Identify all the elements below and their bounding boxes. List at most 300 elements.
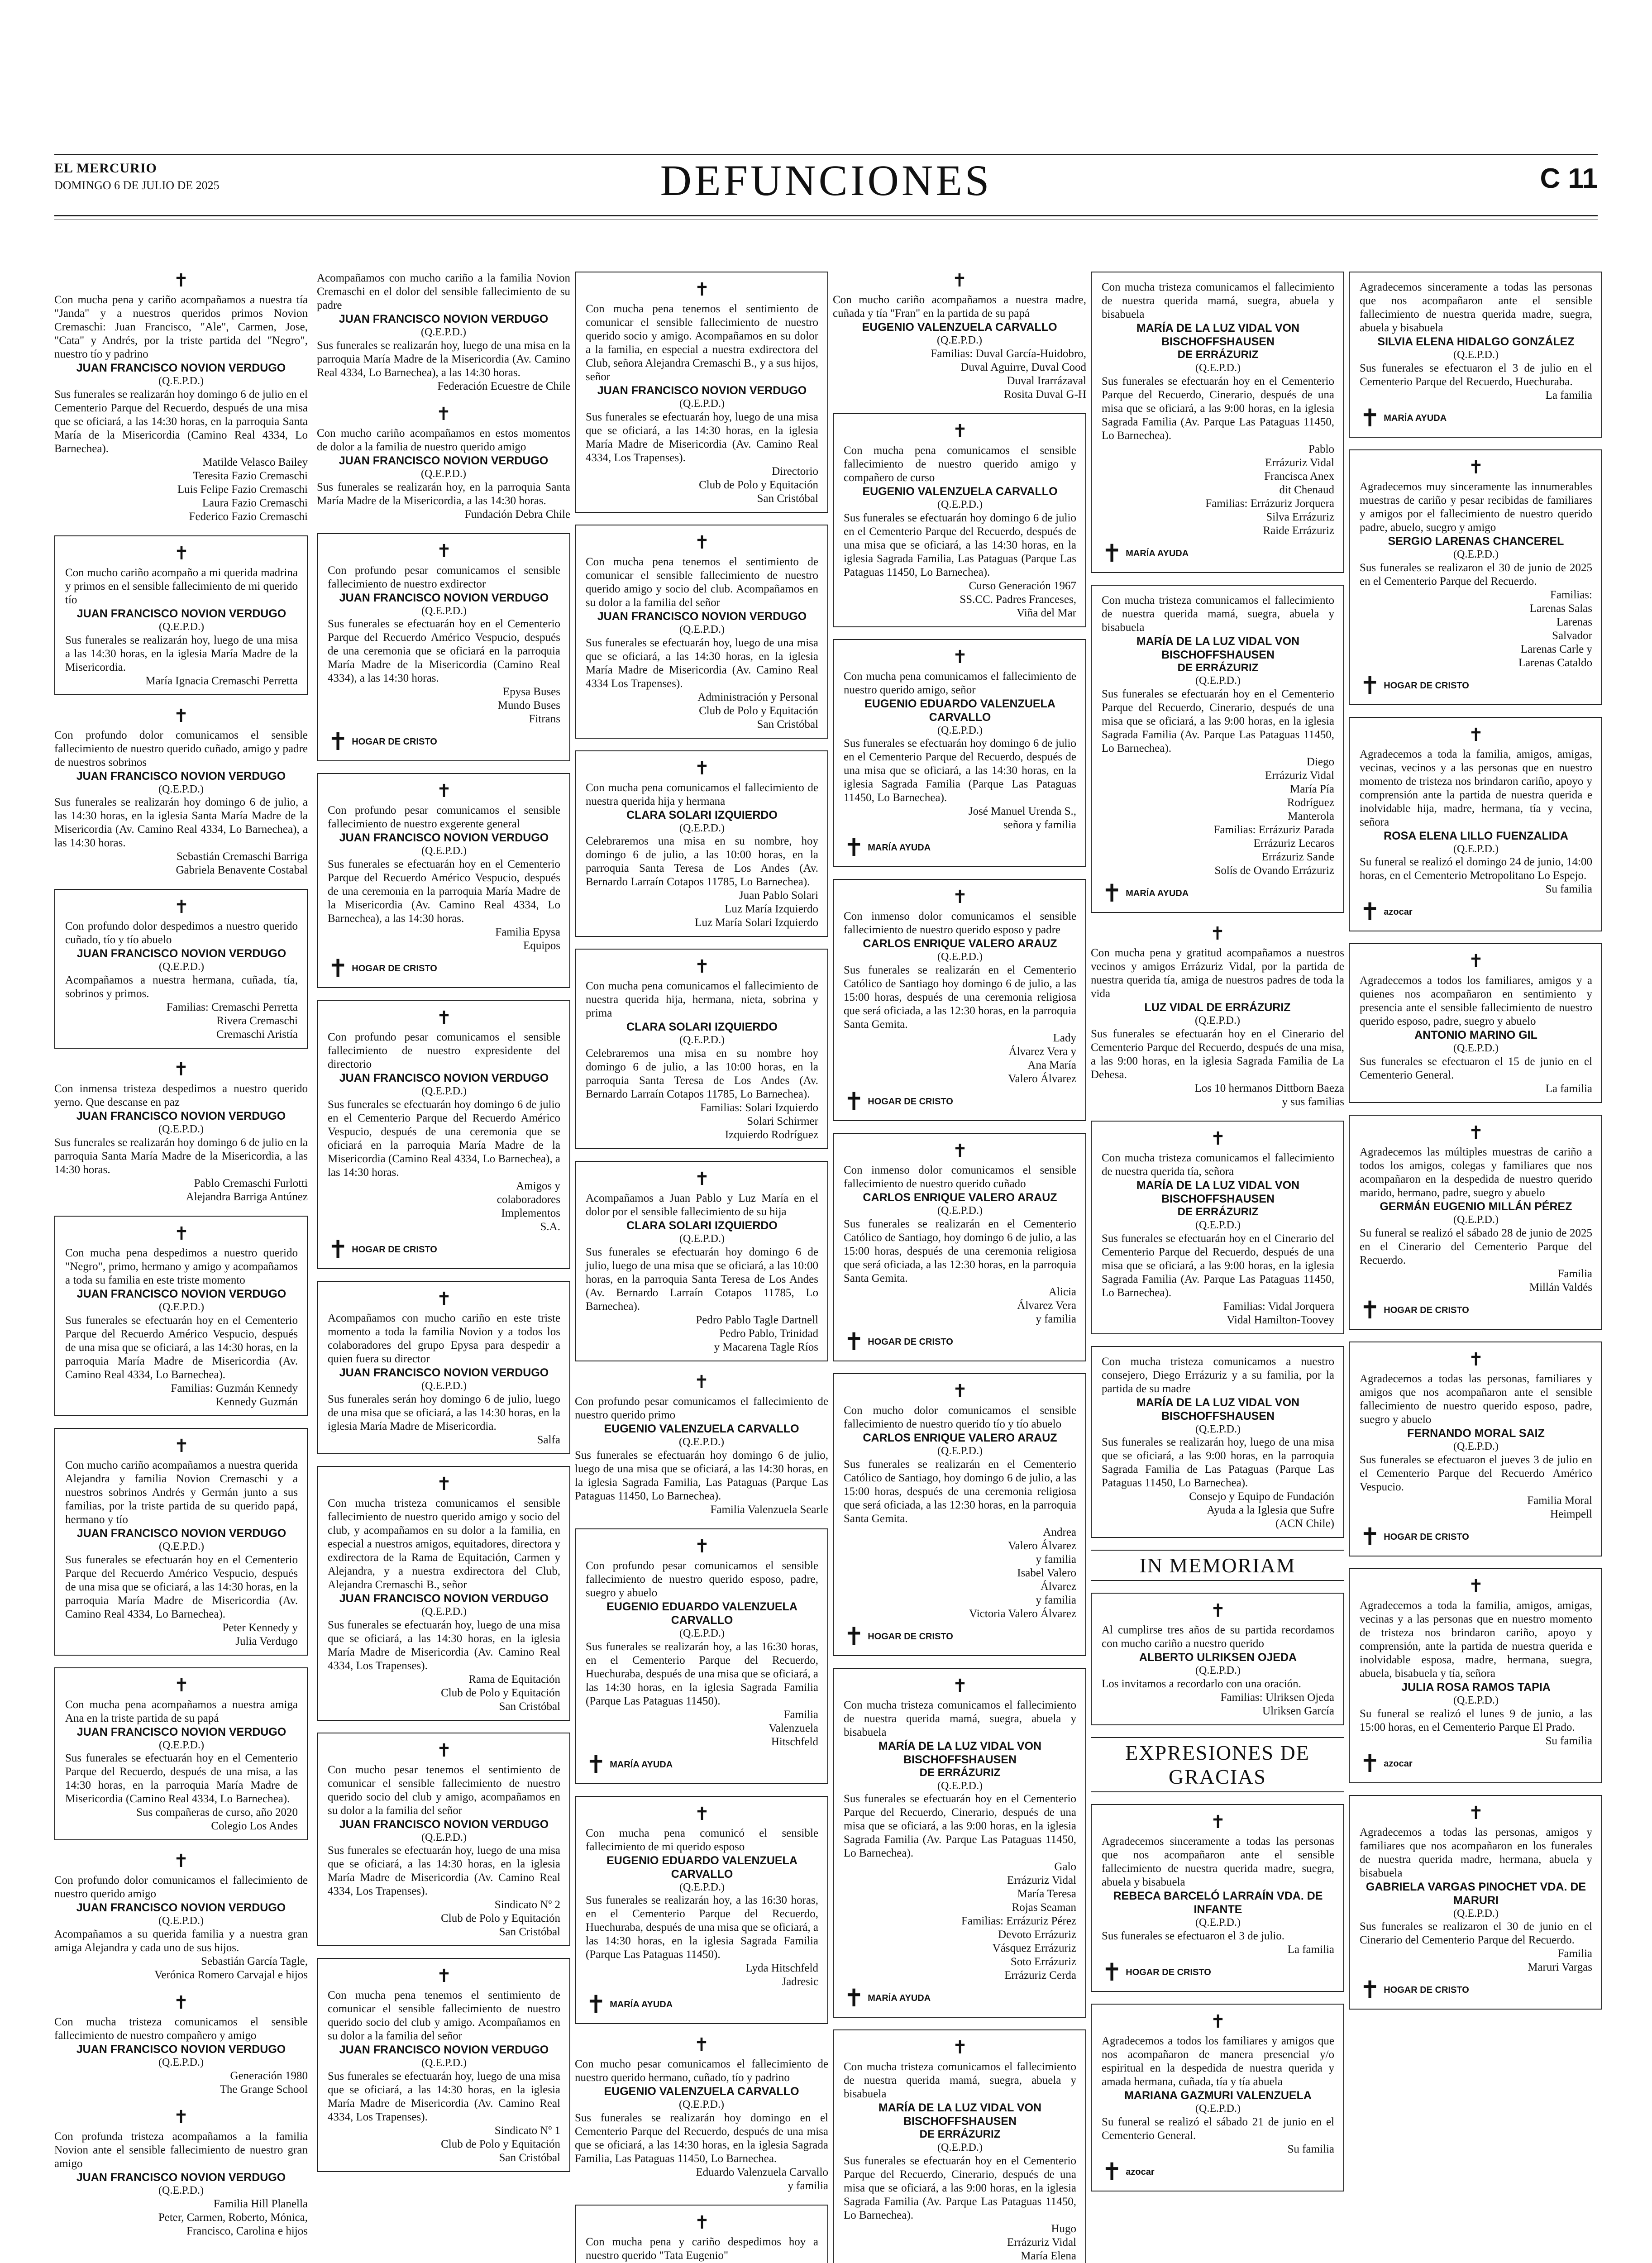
notice-body: Sus funerales se realizarán hoy domingo 6 de julio en la parroquia Santa María Madre de la Misericordia, a las 14:30 horas.	[54, 1136, 308, 1176]
notice-signature: y sus familias	[1282, 1095, 1344, 1108]
notice-body: Sus funerales se efectuarán hoy domingo 6 de julio en el Cementerio Parque del Recuerdo, después de una misa que se oficiará, a las 14:30 horas, en la iglesia Sagrada Familia, Las Pataguas (Parque Las Pataguas 11450, Lo Barnechea).	[844, 511, 1076, 578]
notice-signature: Valero Álvarez	[1008, 1539, 1076, 1552]
qepd-label: (Q.E.P.D.)	[937, 724, 983, 736]
notice-signature: Rodríguez	[1287, 797, 1334, 809]
death-notice	[1349, 1568, 1602, 1783]
notice-body: Sus funerales se realizarán hoy, luego de una misa en la parroquia María Madre de la Misericordia (Av. Camino Real 4334, Lo Barnechea), a las 14:30 horas.	[317, 339, 570, 379]
notice-intro: Agradecemos a todos los familiares, amigos y a quienes nos acompañaron en sentimiento y presencia ante el sensible fallecimiento de nuestro querido esposo, padre, suegro y abuelo	[1360, 974, 1592, 1028]
death-notice	[575, 2205, 828, 2263]
death-notice	[54, 1667, 308, 1841]
charity-logo-icon: ✝	[844, 1088, 864, 1116]
notice-body: Sus funerales se efectuarán hoy domingo 6 de julio en el Cementerio Parque del Recuerdo, después de una misa que se oficiará, a las 14:30 horas, en la iglesia Sagrada Familia (Parque Las Pataguas 11450, Lo Barnechea).	[844, 737, 1076, 804]
charity-logo-icon: ✝	[328, 728, 349, 756]
notice-signature: Valenzuela	[769, 1722, 818, 1734]
cross-icon: ✝	[1210, 1600, 1226, 1621]
qepd-label: (Q.E.P.D.)	[937, 1445, 983, 1457]
deceased-name: JUAN FRANCISCO NOVION VERDUGO	[76, 1527, 286, 1540]
notice-signature: José Manuel Urenda S.,	[968, 805, 1076, 818]
death-notice	[575, 750, 828, 937]
deceased-name: CARLOS ENRIQUE VALERO ARAUZ	[863, 1191, 1057, 1204]
charity-logo	[1102, 2160, 1334, 2184]
deceased-name: JUAN FRANCISCO NOVION VERDUGO	[339, 1818, 549, 1831]
charity-logo	[1102, 1960, 1334, 1985]
qepd-label: (Q.E.P.D.)	[158, 2057, 204, 2069]
notice-body: Sus funerales se realizarán en el Cementerio Católico de Santiago, hoy domingo 6 de julio, a las 15:00 horas, después de una ceremonia religiosa que será oficiada, a las 12:30 horas, en la parroquia Santa Gemita.	[844, 1217, 1076, 1284]
cross-icon: ✝	[174, 1435, 189, 1456]
cross-icon: ✝	[694, 2034, 709, 2055]
notice-signature: Raide Errázuriz	[1263, 524, 1334, 537]
qepd-label: (Q.E.P.D.)	[1453, 548, 1499, 560]
charity-logo-text: HOGAR DE CRISTO	[1384, 1985, 1469, 1996]
notice-signature: y familia	[1036, 1313, 1076, 1325]
death-notice	[575, 1161, 828, 1361]
notice-body: Sus funerales se efectuarán hoy en el Cementerio Parque del Recuerdo Américo Vespucio, después de una ceremonia en la parroquia María Madre de la Misericordia (Av. Camino Real 4334, Lo Barnechea), a las 14:30 horas.	[328, 858, 560, 925]
cross-icon: ✝	[436, 781, 452, 802]
charity-logo-icon: ✝	[1360, 1296, 1380, 1324]
charity-logo	[844, 835, 1076, 860]
notice-body: Su funeral se realizó el sábado 21 de junio en el Cementerio General.	[1102, 2115, 1334, 2142]
notice-signature: Lyda Hitschfeld	[745, 1962, 818, 1975]
qepd-label: (Q.E.P.D.)	[158, 2184, 204, 2196]
notice-signature: Vásquez Errázuriz	[992, 1942, 1076, 1955]
notice-signature: y familia	[788, 2180, 828, 2192]
cross-icon: ✝	[173, 1851, 189, 1872]
notice-signature: Viña del Mar	[1017, 606, 1076, 619]
notice-body: Acompañamos a nuestra hermana, cuñada, tía, sobrinos y primos.	[65, 974, 298, 1000]
notice-signature: Familia Valenzuela Searle	[710, 1503, 828, 1516]
deceased-name: MARÍA DE LA LUZ VIDAL VON BISCHOFFSHAUSEN	[1136, 1396, 1300, 1423]
notice-intro: Agradecemos las múltiples muestras de cariño a todos los amigos, colegas y familiares que nos acompañaron en la despedida de nuestro querido marido, hermano, padre, suegro y abuelo	[1360, 1146, 1592, 1199]
deceased-name: JUAN FRANCISCO NOVION VERDUGO	[76, 362, 286, 374]
notice-signature: Federico Fazio Cremaschi	[189, 510, 308, 523]
notice-signature: Sindicato Nº 1	[494, 2125, 560, 2137]
deceased-name: CARLOS ENRIQUE VALERO ARAUZ	[863, 1431, 1057, 1444]
qepd-label: (Q.E.P.D.)	[937, 1780, 983, 1792]
notice-intro: Con mucha pena comunicamos el fallecimiento de nuestra querida hija, hermana, nieta, sobrina y prima	[586, 980, 818, 1020]
notice-intro: Con profundo dolor comunicamos el sensible fallecimiento de nuestro querido cuñado, amigo y padre de nuestros sobrinos	[54, 729, 308, 769]
deceased-name-suffix: DE ERRÁZURIZ	[1177, 1205, 1259, 1218]
deceased-name: JUAN FRANCISCO NOVION VERDUGO	[76, 1110, 286, 1123]
notice-signature: Consejo y Equipo de Fundación	[1189, 1490, 1334, 1503]
notice-intro: Con mucha tristeza comunicamos el fallecimiento de nuestra querida mamá, suegra, abuela y bisabuela	[844, 2061, 1076, 2101]
deceased-name-suffix: DE ERRÁZURIZ	[919, 1766, 1001, 1779]
notice-body: Sus funerales serán hoy domingo 6 de julio, luego de una misa que se oficiará, a las 14:30 horas, en la iglesia María Madre de Misericordia.	[328, 1393, 560, 1432]
death-notice	[54, 535, 308, 695]
charity-logo-text: HOGAR DE CRISTO	[352, 737, 437, 747]
death-notice	[575, 1528, 828, 1784]
death-notice	[1091, 1121, 1344, 1334]
notice-signature: Álvarez	[1040, 1580, 1076, 1593]
deceased-name: JUAN FRANCISCO NOVION VERDUGO	[76, 1901, 286, 1914]
death-notice	[1349, 943, 1602, 1103]
notice-intro: Con mucha pena tenemos el sentimiento de comunicar el sensible fallecimiento de nuestro querido amigo y socio del club. Acompañamos en su dolor a la familia del señor	[586, 555, 818, 609]
charity-logo	[844, 1089, 1076, 1114]
top-rule	[54, 154, 1598, 155]
deceased-name: GERMÁN EUGENIO MILLÁN PÉREZ	[1380, 1200, 1572, 1213]
charity-logo-text: MARÍA AYUDA	[868, 1993, 931, 2004]
deceased-name: ALBERTO ULRIKSEN OJEDA	[1139, 1651, 1297, 1664]
deceased-name: MARÍA DE LA LUZ VIDAL VON BISCHOFFSHAUSEN	[1136, 635, 1300, 661]
death-notice	[54, 1216, 308, 1416]
death-notice	[833, 272, 1086, 401]
deceased-name: EUGENIO EDUARDO VALENZUELA CARVALLO	[864, 697, 1055, 724]
charity-logo-text: MARÍA AYUDA	[610, 2000, 673, 2010]
notice-signature: Rama de Equitación	[468, 1673, 560, 1685]
deceased-name: JUAN FRANCISCO NOVION VERDUGO	[76, 2043, 286, 2056]
deceased-name: MARÍA DE LA LUZ VIDAL VON BISCHOFFSHAUSEN	[1136, 322, 1300, 348]
charity-logo	[1360, 1978, 1592, 2002]
death-notice	[1349, 1342, 1602, 1556]
notice-signature: María Ignacia Cremaschi Perretta	[145, 674, 298, 687]
notice-signature: colaboradores	[497, 1193, 560, 1206]
cross-icon: ✝	[173, 705, 189, 726]
notice-body: Sus funerales se efectuarán hoy en el Cementerio Parque del Recuerdo, después de una misa, a las 14:30 horas, en la parroquia María Madre de Misericordia (Camino Real 4334, Lo Barnechea).	[65, 1752, 298, 1805]
charity-logo-icon: ✝	[844, 1985, 864, 2012]
notice-body: Sus funerales se efectuarán hoy en el Cementerio Parque del Recuerdo Américo Vespucio, después de una misa que se oficiará, a las 14:30 horas, en la parroquia María Madre de Misericordia (Av. Camino Real 4334, Lo Barnechea).	[65, 1553, 298, 1620]
deceased-name: JUAN FRANCISCO NOVION VERDUGO	[76, 769, 286, 783]
cross-icon: ✝	[1468, 951, 1484, 972]
deceased-name-suffix: DE ERRÁZURIZ	[1177, 661, 1259, 674]
deceased-name: MARÍA DE LA LUZ VIDAL VON BISCHOFFSHAUSEN	[878, 2101, 1042, 2128]
death-notice	[833, 1668, 1086, 2018]
notice-signature: María Teresa	[1017, 1888, 1076, 1900]
death-notice	[54, 1060, 308, 1204]
notice-signature: Rosita Duval G-H	[1004, 388, 1086, 401]
charity-logo	[1102, 881, 1334, 906]
notice-signature: Ulriksen García	[1262, 1705, 1334, 1718]
qepd-label: (Q.E.P.D.)	[158, 1915, 204, 1927]
notice-signature: Epysa Buses	[502, 686, 560, 698]
charity-logo-text: HOGAR DE CRISTO	[868, 1097, 953, 1107]
notice-intro: Con mucha tristeza comunicamos el sensible fallecimiento de nuestro querido amigo y socio del club, y acompañamos en su dolor a la familia, en especial a nuestros amigos, equitadores, directora y exdirectora de la Rama de Equitación, Carmen y Alejandra, y a nuestra exdirectora del Club, Alejandra Cremaschi B., señor	[328, 1497, 560, 1591]
death-notice	[575, 525, 828, 739]
notice-intro: Con mucho dolor comunicamos el sensible fallecimiento de nuestro querido tío y tío abuelo	[844, 1404, 1076, 1430]
qepd-label: (Q.E.P.D.)	[421, 1831, 467, 1843]
notice-intro: Agradecemos sinceramente a todas las personas que nos acompañaron ante el sensible fallecimiento de nuestra querida madre, suegra, abuela y bisabuela	[1102, 1835, 1334, 1889]
charity-logo-text: HOGAR DE CRISTO	[1384, 1305, 1469, 1315]
charity-logo-text: MARÍA AYUDA	[610, 1759, 673, 1770]
deceased-name: SERGIO LARENAS CHANCEREL	[1388, 535, 1564, 548]
charity-logo	[328, 730, 560, 754]
charity-logo	[1360, 1298, 1592, 1322]
cross-icon: ✝	[952, 646, 968, 667]
deceased-name: JUAN FRANCISCO NOVION VERDUGO	[339, 831, 549, 845]
notice-intro: Acompañamos con mucho cariño a la familia Novion Cremaschi en el dolor del sensible fallecimiento de su padre	[317, 272, 570, 311]
notice-signature: Diego	[1306, 756, 1334, 769]
notice-signature: Soto Errázuriz	[1010, 1956, 1076, 1968]
notice-signature: San Cristóbal	[499, 1926, 560, 1938]
charity-logo	[328, 1237, 560, 1262]
deceased-name: JUAN FRANCISCO NOVION VERDUGO	[76, 2171, 286, 2184]
notice-signature: Generación 1980	[230, 2069, 308, 2082]
deceased-name: CLARA SOLARI IZQUIERDO	[626, 1219, 778, 1232]
notice-signature: Errázuriz Vidal	[1265, 769, 1334, 782]
deceased-name: EUGENIO VALENZUELA CARVALLO	[862, 485, 1058, 498]
notice-intro: Agradecemos a todas las personas, familiares y amigos que nos acompañaron ante el sensible fallecimiento de nuestro querido esposo, padre, suegro y abuelo	[1360, 1372, 1592, 1426]
notice-intro: Con profundo pesar comunicamos el sensible fallecimiento de nuestro exdirector	[328, 564, 560, 590]
death-notice	[317, 1733, 570, 1947]
death-notice	[54, 272, 308, 524]
deceased-name-suffix: DE ERRÁZURIZ	[1177, 349, 1259, 361]
notice-signature: Heimpell	[1550, 1508, 1592, 1520]
notice-body: Sus funerales se efectuarán hoy en el Cementerio Parque del Recuerdo Américo Vespucio, después de una ceremonia que se oficiará en la parroquia María Madre de la Misericordia (Camino Real 4334), a las 14:30 horas.	[328, 618, 560, 685]
notice-signature: Pablo Cremaschi Furlotti	[194, 1177, 308, 1189]
notice-intro: Con inmensa tristeza despedimos a nuestro querido yerno. Que descanse en paz	[54, 1083, 308, 1109]
notice-signature: Hitschfeld	[771, 1735, 818, 1748]
deceased-name: JUAN FRANCISCO NOVION VERDUGO	[76, 607, 286, 620]
charity-logo	[844, 1986, 1076, 2010]
column-2	[317, 272, 570, 2184]
notice-signature: Francisca Anex	[1264, 470, 1334, 482]
qepd-label: (Q.E.P.D.)	[1453, 349, 1499, 361]
deceased-name: ANTONIO MARINO GIL	[1414, 1029, 1537, 1042]
notice-body: Sus funerales se efectuarán hoy en el Cementerio Parque del Recuerdo Américo Vespucio, después de una misa que se oficiará, a las 14:30 horas, en la parroquia María Madre de Misericordia (Av. Camino Real 4334, Lo Barnechea).	[65, 1314, 298, 1381]
notice-signature: Solís de Ovando Errázuriz	[1214, 864, 1334, 877]
notice-signature: Luz María Solari Izquierdo	[695, 917, 818, 929]
cross-icon: ✝	[436, 540, 452, 561]
death-notice	[317, 1466, 570, 1721]
cross-icon: ✝	[1468, 1122, 1484, 1143]
notice-intro: Con profundo pesar comunicamos el fallecimiento de nuestro querido primo	[575, 1395, 828, 1421]
qepd-label: (Q.E.P.D.)	[1195, 1015, 1240, 1027]
notice-body: Los invitamos a recordarlo con una oración.	[1102, 1678, 1301, 1690]
notice-intro: Con mucha pena comunicó el sensible fallecimiento de mi querido esposo	[586, 1827, 818, 1853]
notice-signature: Victoria Valero Álvarez	[969, 1607, 1076, 1620]
notice-signature: Familia	[1557, 1948, 1592, 1960]
notice-body: Celebraremos una misa en su nombre, hoy domingo 6 de julio, a las 10:00 horas, en la parroquia Santa Teresa de Los Andes (Av. Bernardo Larraín Cotapos 11785, Lo Barnechea).	[586, 835, 818, 888]
notice-signature: señora y familia	[1003, 819, 1076, 831]
charity-logo	[1360, 406, 1592, 430]
qepd-label: (Q.E.P.D.)	[159, 621, 204, 633]
deceased-name: ROSA ELENA LILLO FUENZALIDA	[1384, 829, 1568, 842]
deceased-name: EUGENIO VALENZUELA CARVALLO	[604, 2085, 799, 2098]
cross-icon: ✝	[173, 1059, 189, 1080]
notice-body: Acompañamos a su querida familia y a nuestra gran amiga Alejandra y cada uno de sus hijos.	[54, 1928, 308, 1954]
notice-signature: Equipos	[523, 940, 560, 952]
notice-signature: Alejandra Barriga Antúnez	[186, 1190, 308, 1203]
section-heading: EXPRESIONES DE GRACIAS	[1091, 1737, 1344, 1792]
cross-icon: ✝	[436, 403, 451, 424]
notice-signature: Laura Fazio Cremaschi	[202, 497, 308, 509]
column-3	[575, 272, 828, 2263]
notice-signature: Sus compañeras de curso, año 2020	[136, 1806, 298, 1819]
qepd-label: (Q.E.P.D.)	[679, 1627, 725, 1639]
notice-signature: Federación Ecuestre de Chile	[437, 380, 570, 392]
notice-body: Sus funerales se efectuarán hoy en el Cementerio Parque del Recuerdo, Cinerario, después de una misa que se oficiará, a las 9:00 horas, en la iglesia Sagrada Familia (Av. Parque Las Pataguas 11450, Lo Barnechea).	[844, 2154, 1076, 2221]
notice-signature: Maruri Vargas	[1528, 1961, 1592, 1974]
notice-intro: Con mucho cariño acompaño a mi querida madrina y primos en el sensible fallecimiento de mi querido tío	[65, 566, 298, 606]
cross-icon: ✝	[173, 2106, 189, 2127]
deceased-name: JULIA ROSA RAMOS TAPIA	[1401, 1681, 1551, 1694]
column-4	[833, 272, 1086, 2263]
qepd-label: (Q.E.P.D.)	[679, 1233, 725, 1245]
charity-logo-text: MARÍA AYUDA	[1126, 548, 1189, 559]
charity-logo-text: HOGAR DE CRISTO	[352, 964, 437, 974]
notice-signature: Errázuriz Sande	[1261, 851, 1334, 864]
notice-body: Su funeral se realizó el lunes 9 de junio, a las 15:00 horas, en el Cementerio Parque El Prado.	[1360, 1707, 1592, 1733]
charity-logo	[328, 956, 560, 981]
notice-signature: Julia Verdugo	[235, 1635, 298, 1647]
qepd-label: (Q.E.P.D.)	[679, 2099, 724, 2111]
notice-intro: Con mucha tristeza comunicamos a nuestro consejero, Diego Errázuriz y a su familia, por la partida de su madre	[1102, 1355, 1334, 1395]
notice-intro: Con mucha tristeza comunicamos el fallecimiento de nuestra querida mamá, suegra, abuela y bisabuela	[1102, 281, 1334, 320]
notice-signature: Millán Valdés	[1529, 1281, 1592, 1294]
qepd-label: (Q.E.P.D.)	[158, 783, 204, 795]
column-1	[54, 272, 308, 2250]
charity-logo-icon: ✝	[1102, 1958, 1122, 1986]
notice-intro: Agradecemos muy sinceramente las innumerables muestras de cariño y pesar recibidas de familiares y amigos por el fallecimiento de nuestro querido padre, abuelo, suegro y amigo	[1360, 480, 1592, 534]
notice-signature: dit Chenaud	[1279, 483, 1334, 496]
death-notice	[575, 2036, 828, 2193]
death-notice	[1091, 585, 1344, 913]
notice-body: Sus funerales se efectuarán hoy domingo 6 de julio, luego de una misa que se oficiará, a las 14:30 horas, en la iglesia Sagrada Familia, Las Pataguas (Parque Las Pataguas 11450, Lo Barnechea).	[575, 1449, 828, 1502]
notice-intro: Con mucha pena comunicamos el sensible fallecimiento de nuestro querido amigo y compañero de curso	[844, 444, 1076, 484]
notice-signature: The Grange School	[220, 2083, 308, 2096]
cross-icon: ✝	[952, 1675, 968, 1696]
notice-signature: La familia	[1545, 1083, 1592, 1095]
death-notice	[1091, 1593, 1344, 1725]
notice-signature: Duval Aguirre, Duval Cood	[960, 361, 1086, 373]
deceased-name: JUAN FRANCISCO NOVION VERDUGO	[339, 1592, 549, 1605]
notice-signature: Errázuriz Lecaros	[1253, 837, 1334, 850]
notice-signature: Familia Hill Planella	[213, 2197, 308, 2210]
notice-signature: Cremaschi Aristía	[216, 1028, 298, 1041]
notice-signature: Club de Polo y Equitación	[441, 1686, 560, 1699]
deceased-name: JUAN FRANCISCO NOVION VERDUGO	[597, 610, 807, 623]
charity-logo-icon: ✝	[328, 955, 349, 983]
notice-signature: Salvador	[1552, 629, 1592, 642]
deceased-name: JUAN FRANCISCO NOVION VERDUGO	[339, 591, 549, 604]
section-title: DEFUNCIONES	[660, 156, 992, 205]
death-notice	[317, 1958, 570, 2172]
notice-body: Sus funerales se realizarán hoy, a las 16:30 horas, en el Cementerio Parque del Recuerdo, Huechuraba, después de una misa que se oficiará, a las 14:30 horas, en la iglesia Sagrada Familia (Parque Las Pataguas 11450).	[586, 1894, 818, 1961]
notice-signature: Ana María	[1027, 1059, 1076, 1072]
notice-signature: Familias:	[1550, 588, 1592, 601]
notice-signature: Rivera Cremaschi	[216, 1015, 298, 1027]
notice-signature: Larenas Cataldo	[1518, 656, 1592, 669]
qepd-label: (Q.E.P.D.)	[1453, 1907, 1499, 1919]
column-5	[1091, 272, 1344, 2203]
notice-intro: Con profunda tristeza acompañamos a la familia Novion ante el sensible fallecimiento de nuestro gran amigo	[54, 2130, 308, 2170]
notice-signature: Vidal Hamilton-Toovey	[1227, 1313, 1334, 1326]
deceased-name: JUAN FRANCISCO NOVION VERDUGO	[339, 454, 549, 467]
charity-logo-icon: ✝	[1360, 1523, 1380, 1551]
cross-icon: ✝	[436, 1966, 452, 1986]
page-number: C 11	[1540, 163, 1598, 194]
charity-logo-icon: ✝	[586, 1991, 606, 2019]
notice-intro: Con inmenso dolor comunicamos el sensible fallecimiento de nuestro querido cuñado	[844, 1164, 1076, 1190]
notice-signature: Juan Pablo Solari	[739, 889, 818, 902]
death-notice	[833, 413, 1086, 627]
cross-icon: ✝	[694, 279, 710, 300]
qepd-label: (Q.E.P.D.)	[679, 1034, 725, 1046]
notice-signature: Fitrans	[529, 713, 560, 726]
qepd-label: (Q.E.P.D.)	[937, 498, 983, 511]
cross-icon: ✝	[436, 1473, 452, 1494]
notice-signature: Su familia	[1545, 883, 1592, 896]
death-notice	[1091, 272, 1344, 573]
cross-icon: ✝	[436, 1740, 452, 1761]
notice-intro: Con mucha pena acompañamos a nuestra amiga Ana en la triste partida de su papá	[65, 1698, 298, 1724]
notice-signature: Andrea	[1043, 1526, 1076, 1538]
cross-icon: ✝	[952, 1380, 968, 1401]
deceased-name: CARLOS ENRIQUE VALERO ARAUZ	[863, 937, 1057, 950]
qepd-label: (Q.E.P.D.)	[679, 1436, 724, 1448]
death-notice	[54, 889, 308, 1049]
newspaper-name: EL MERCURIO	[54, 161, 157, 176]
notice-signature: Matilde Velasco Bailey	[202, 456, 308, 468]
notice-signature: Sebastián García Tagle,	[201, 1955, 308, 1968]
notice-signature: y Macarena Tagle Ríos	[714, 1341, 818, 1353]
notice-intro: Acompañamos a Juan Pablo y Luz María en el dolor por el sensible fallecimiento de su hija	[586, 1192, 818, 1218]
notice-signature: Larenas	[1556, 616, 1592, 628]
cross-icon: ✝	[173, 1992, 189, 2013]
deceased-name: FERNANDO MORAL SAIZ	[1407, 1427, 1545, 1440]
notice-intro: Con mucha pena comunicamos el fallecimiento de nuestro querido amigo, señor	[844, 670, 1076, 696]
notice-signature: Jadresic	[782, 1976, 818, 1988]
notice-body: Sus funerales se realizarán hoy domingo en el Cementerio Parque del Recuerdo, después de una misa que se oficiará, a las 14:30 horas, en la iglesia Sagrada Familia, Las Pataguas 11450, Lo Barnechea.	[575, 2112, 828, 2165]
death-notice	[1349, 717, 1602, 932]
notice-signature: Club de Polo y Equitación	[441, 2138, 560, 2151]
death-notice	[1349, 449, 1602, 705]
notice-intro: Con mucha pena tenemos el sentimiento de comunicar el sensible fallecimiento de nuestro querido socio y amigo. Acompañamos en su dolor a la familia, en especial a nuestra exdirectora del Club, señora Alejandra Cremaschi B., y a sus hijos, señor	[586, 303, 818, 383]
notice-intro: Agradecemos sinceramente a todas las personas que nos acompañaron ante el sensible fallecimiento de nuestra querida madre, suegra, abuela y bisabuela	[1360, 281, 1592, 334]
charity-logo	[1102, 541, 1334, 566]
notice-signature: Directorio	[772, 465, 818, 477]
charity-logo-icon: ✝	[844, 834, 864, 862]
notice-signature: Errázuriz Cerda	[1004, 1969, 1076, 1982]
charity-logo	[1360, 1525, 1592, 1549]
qepd-label: (Q.E.P.D.)	[158, 1123, 204, 1136]
charity-logo	[1360, 673, 1592, 698]
notice-signature: Francisco, Carolina e hijos	[186, 2225, 308, 2237]
deceased-name: EUGENIO VALENZUELA CARVALLO	[862, 321, 1057, 334]
notice-intro: Con mucho cariño acompañamos a nuestra madre, cuñada y tía "Fran" en la partida de su papá	[833, 294, 1086, 320]
deceased-name: JUAN FRANCISCO NOVION VERDUGO	[339, 1366, 549, 1379]
cross-icon: ✝	[174, 1223, 189, 1244]
notice-body: Sus funerales se efectuaron el 15 de junio en el Cementerio General.	[1360, 1055, 1592, 1082]
notice-signature: Larenas Carle y	[1520, 643, 1592, 655]
notice-signature: Club de Polo y Equitación	[441, 1912, 560, 1925]
notice-signature: Verónica Romero Carvajal e hijos	[154, 1969, 308, 1981]
charity-logo-icon: ✝	[1360, 404, 1380, 432]
qepd-label: (Q.E.P.D.)	[1195, 1665, 1241, 1677]
notice-signature: Fundación Debra Chile	[464, 508, 570, 520]
notice-body: Sus funerales se realizarán en el Cementerio Católico de Santiago, hoy domingo 6 de julio, a las 15:00 horas, después de una ceremonia religiosa que será oficiada, a las 12:30 horas, en la parroquia Santa Gemita.	[844, 1458, 1076, 1525]
deceased-name: MARÍA DE LA LUZ VIDAL VON BISCHOFFSHAUSEN	[878, 1739, 1042, 1766]
notice-signature: Isabel Valero	[1017, 1566, 1076, 1579]
notice-intro: Con mucha tristeza comunicamos el fallecimiento de nuestra querida mamá, suegra, abuela y bisabuela	[844, 1699, 1076, 1738]
qepd-label: (Q.E.P.D.)	[421, 1605, 467, 1618]
notice-body: Sus funerales se efectuarán hoy en el Cementerio Parque del Recuerdo, Cinerario, después de una misa que se oficiará, a las 9:00 horas, en la iglesia Sagrada Familia (Av. Parque Las Pataguas 11450, Lo Barnechea).	[844, 1793, 1076, 1860]
notice-signature: Familia	[783, 1708, 818, 1721]
cross-icon: ✝	[1210, 2011, 1226, 2032]
qepd-label: (Q.E.P.D.)	[679, 398, 725, 410]
notice-intro: Con mucho pesar tenemos el sentimiento de comunicar el sensible fallecimiento de nuestro querido socio del club y amigo, acompañamos en su dolor a la familia del señor	[328, 1763, 560, 1817]
notice-body: Sus funerales se realizarán hoy domingo 6 de julio en el Cementerio Parque del Recuerdo, después de una misa que se oficiará, a las 14:30 horas, en la parroquia Santa María de la Misericordia (Camino Real 4334, Lo Barnechea).	[54, 388, 308, 455]
qepd-label: (Q.E.P.D.)	[421, 605, 467, 617]
deceased-name: CLARA SOLARI IZQUIERDO	[626, 808, 778, 821]
cross-icon: ✝	[1210, 1812, 1226, 1833]
notice-body: Sus funerales se efectuarán hoy, luego de una misa que se oficiará, a las 14:30 horas, en la iglesia María Madre de Misericordia (Av. Camino Real 4334, Los Trapenses).	[586, 411, 818, 464]
notice-body: Sus funerales se efectuarán hoy, luego de una misa que se oficiará, a las 14:30 horas, en la iglesia María Madre de Misericordia (Av. Camino Real 4334, Los Trapenses).	[328, 1618, 560, 1672]
notice-signature: Sebastián Cremaschi Barriga	[176, 850, 308, 863]
qepd-label: (Q.E.P.D.)	[679, 623, 725, 635]
death-notice	[575, 1373, 828, 1517]
notice-intro: Con mucho pesar comunicamos el fallecimiento de nuestro querido hermano, cuñado, tío y padrino	[575, 2058, 828, 2084]
notice-body: Sus funerales se efectuarán hoy domingo 6 de julio en el Cementerio Parque del Recuerdo Américo Vespucio, después de una ceremonia que se oficiará en la parroquia María Madre de la Misericordia (Camino Real 4334, Lo Barnechea), a las 14:30 horas.	[328, 1098, 560, 1179]
deceased-name: SILVIA ELENA HIDALGO GONZÁLEZ	[1377, 335, 1575, 348]
